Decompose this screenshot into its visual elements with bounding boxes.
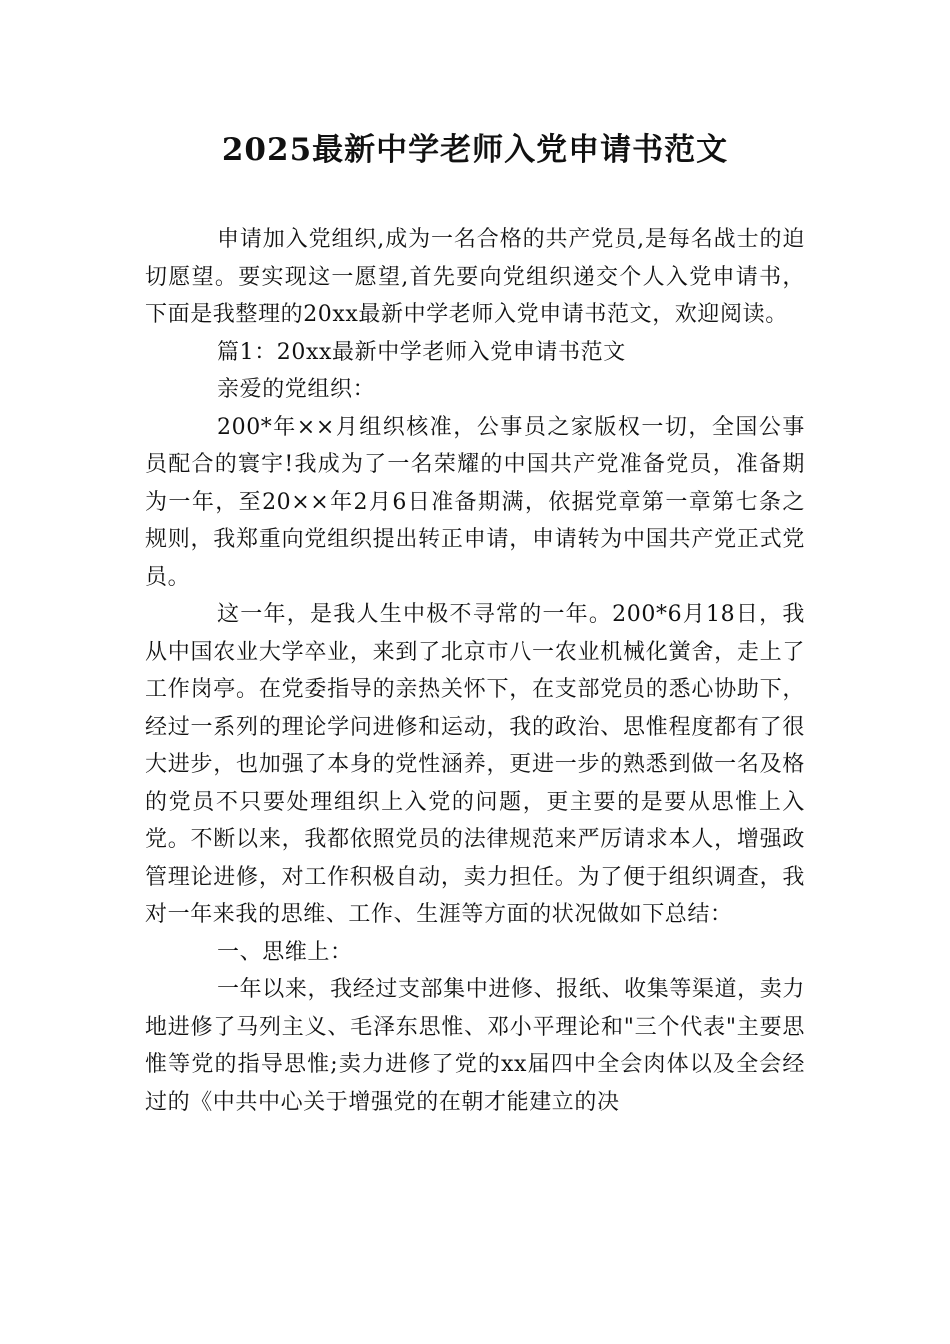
salutation: 亲爱的党组织： — [217, 377, 376, 402]
body-paragraph: 一年以来，我经过支部集中进修、报纸、收集等渠道，卖力地进修了马列主义、毛泽东思惟、邓小平理论和"三个代表"主要思惟等党的指导思惟;卖力进修了党的xx届四中全会肉体以及全会经过的《中共中心关于增强党的在朝才能建立的决 — [145, 977, 805, 1115]
body-paragraph: 这一年，是我人生中极不寻常的一年。200*6月18日，我从中国农业大学卒业，来到了北京市八一农业机械化黉舍，走上了工作岗亭。在党委指导的亲热关怀下，在支部党员的悉心协助下，经过一系列的理论学问进修和运动，我的政治、思惟程度都有了很大进步，也加强了本身的党性涵养，更进一步的熟悉到做一名及格的党员不只要处理组织上入党的问题，更主要的是要从思惟上入党。不断以来，我都依照党员的法律规范来严厉请求本人，增强政管理论进修，对工作积极自动，卖力担任。为了便于组织调查，我对一年来我的思维、工作、生涯等方面的状况做如下总结： — [145, 602, 805, 927]
document-title: 2025最新中学老师入党申请书范文 — [221, 132, 729, 168]
intro-paragraph: 申请加入党组织,成为一名合格的共产党员,是每名战士的迫切愿望。要实现这一愿望,首先要向党组织递交个人入党申请书，下面是我整理的20xx最新中学老师入党申请书范文，欢迎阅读。 — [145, 227, 805, 327]
subsection-heading: 一、思维上： — [217, 939, 353, 965]
body-paragraph: 200*年××月组织核准，公事员之家版权一切，全国公事员配合的寰宇!我成为了一名荣耀的中国共产党准备党员，准备期为一年，至20××年2月6日准备期满，依据党章第一章第七条之规则，我郑重向党组织提出转正申请，申请转为中国共产党正式党员。 — [145, 414, 805, 590]
document-body — [145, 221, 805, 1121]
section-heading: 篇1：20xx最新中学老师入党申请书范文 — [217, 339, 626, 365]
